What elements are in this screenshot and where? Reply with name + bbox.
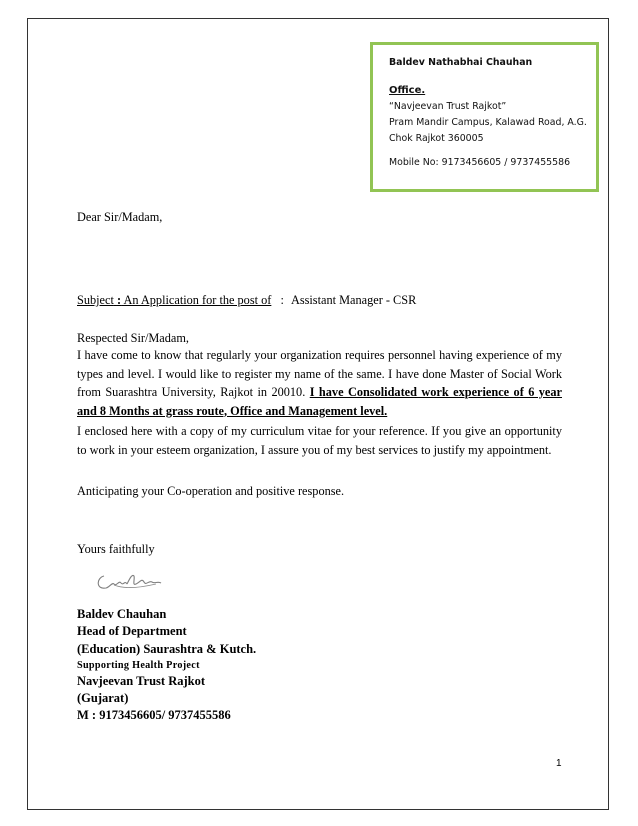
para1-text: I have come to know that regularly your organization requires personnel having experience of my types and level. I would like to register my name of the same. I have done Master of Social Work from Suarashtra University, Rajkot in 20010. [77, 348, 562, 399]
address-line: Chok Rajkot 360005 [389, 133, 484, 144]
subject-line [77, 291, 416, 309]
signature-block [77, 606, 256, 725]
body-paragraph-1 [77, 346, 562, 420]
para1-emphasis: I have Consolidated work experience of 6 year and 8 Months at grass route, Office and Management level. [77, 385, 562, 418]
signer-department: (Education) Saurashtra & Kutch. [77, 641, 257, 656]
handwritten-signature [94, 568, 164, 594]
signer-title: Head of Department [77, 624, 187, 639]
signer-project: Supporting Health Project [77, 659, 200, 671]
address-line: “Navjeevan Trust Rajkot” [389, 101, 507, 112]
sender-address-box [370, 42, 599, 192]
subject-text: An Application for the post of [121, 293, 272, 307]
closing: Yours faithfully [77, 542, 155, 556]
subject-label: Subject [77, 293, 114, 307]
sender-mobile: Mobile No: 9173456605 / 9737455586 [389, 157, 571, 168]
body-paragraph-2: I enclosed here with a copy of my curriculum vitae for your reference. If you give an opportunity to work in your esteem organization, I assure you of my best services to justify my appointment. [77, 424, 562, 457]
subject-post: Assistant Manager - CSR [290, 293, 417, 307]
signer-organization: Navjeevan Trust Rajkot [77, 673, 206, 688]
address-line: Pram Mandir Campus, Kalawad Road, A.G. [389, 117, 587, 128]
subject-separator: : [280, 293, 284, 307]
greeting: Respected Sir/Madam, [77, 331, 190, 345]
signer-phone: M : 9173456605/ 9737455586 [77, 708, 231, 723]
office-heading: Office. [389, 85, 426, 96]
salutation: Dear Sir/Madam, [77, 210, 163, 224]
page-number: 1 [556, 758, 562, 769]
signer-state: (Gujarat) [77, 691, 129, 706]
subject-colon: : [116, 293, 122, 307]
body-paragraph-3: Anticipating your Co-operation and positive response. [77, 484, 345, 498]
sender-name: Baldev Nathabhai Chauhan [389, 57, 533, 68]
signer-name: Baldev Chauhan [77, 607, 167, 621]
